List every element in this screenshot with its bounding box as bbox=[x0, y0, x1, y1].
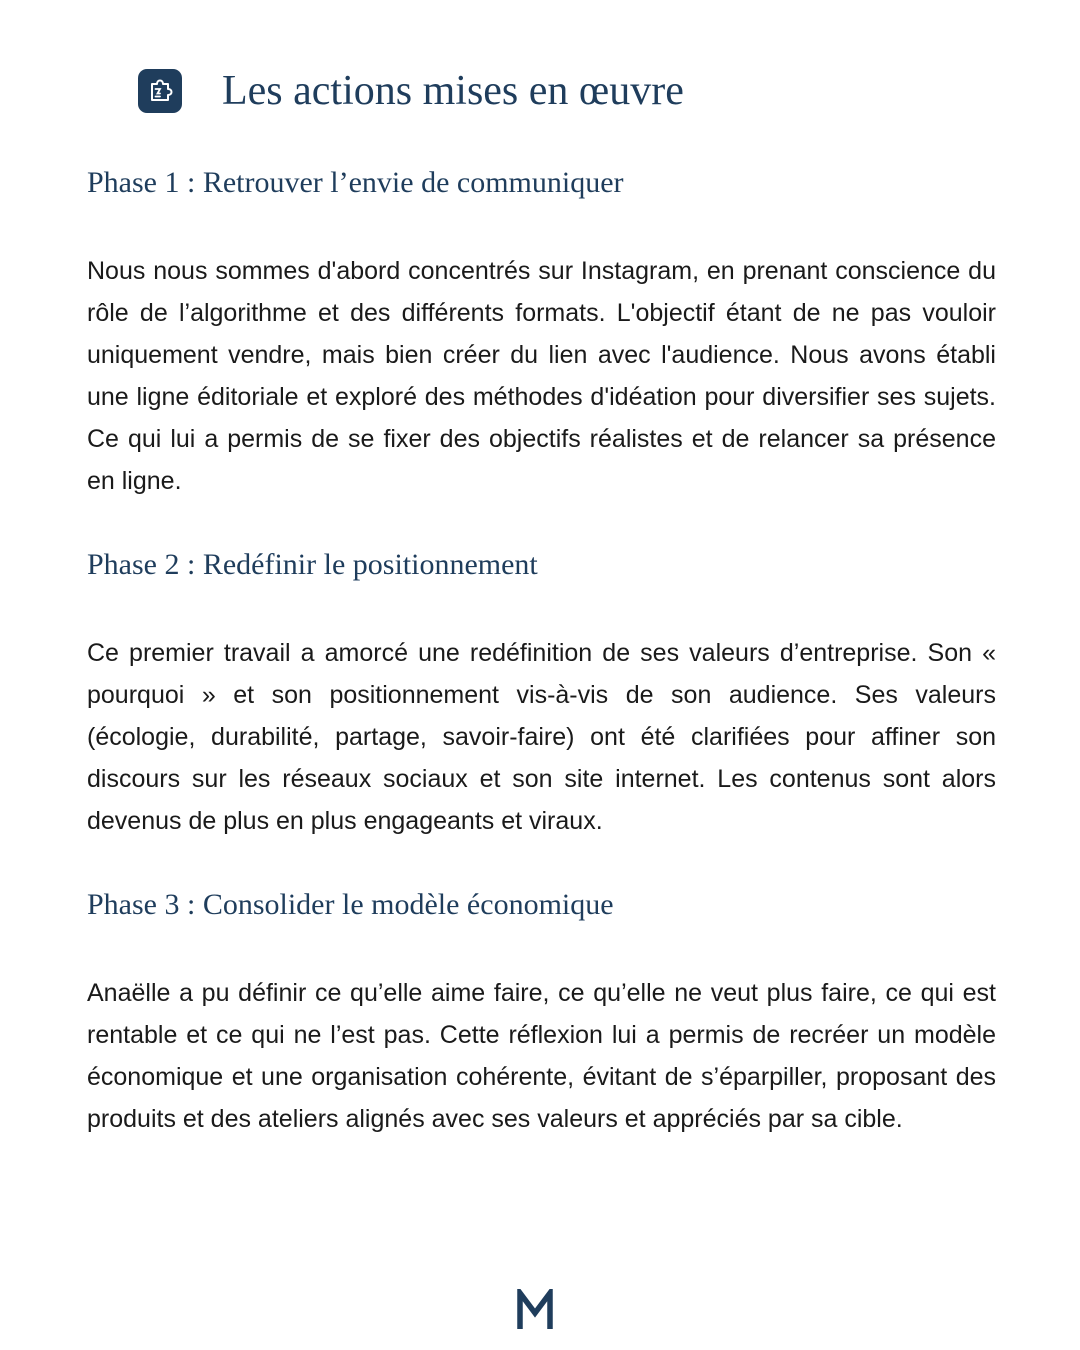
phase-3-title: Phase 3 : Consolider le modèle économique bbox=[87, 888, 614, 921]
m-monogram-logo bbox=[516, 1289, 554, 1331]
phase-2-section bbox=[87, 542, 996, 842]
phase-1-section bbox=[87, 160, 996, 502]
page-title: Les actions mises en œuvre bbox=[222, 68, 684, 114]
phase-2-body: Ce premier travail a amorcé une redéfinition de ses valeurs d’entreprise. Son « pourquoi » et son positionnement vis-à-vis de son audience. Ses valeurs (écologie, durabilité, partage, savoir-faire) ont été clarifiées pour affiner son discours sur les réseaux sociaux et son site internet. Les contenus sont alors devenus de plus en plus engageants et viraux. bbox=[87, 639, 996, 835]
phase-3-section bbox=[87, 882, 996, 1140]
phase-2-title: Phase 2 : Redéfinir le positionnement bbox=[87, 548, 538, 581]
puzzle-piece-icon bbox=[138, 69, 182, 113]
phase-1-body: Nous nous sommes d'abord concentrés sur Instagram, en prenant conscience du rôle de l’algorithme et des différents formats. L'objectif étant de ne pas vouloir uniquement vendre, mais bien créer du lien avec l'audience. Nous avons établi une ligne éditoriale et exploré des méthodes d'idéation pour diversifier ses sujets. Ce qui lui a permis de se fixer des objectifs réalistes et de relancer sa présence en ligne. bbox=[87, 257, 996, 495]
page-header bbox=[138, 66, 684, 116]
phase-1-title: Phase 1 : Retrouver l’envie de communiquer bbox=[87, 166, 624, 199]
phase-3-body: Anaëlle a pu définir ce qu’elle aime faire, ce qu’elle ne veut plus faire, ce qui est rentable et ce qui ne l’est pas. Cette réflexion lui a permis de recréer un modèle économique et une organisation cohérente, évitant de s’éparpiller, proposant des produits et des ateliers alignés avec ses valeurs et appréciés par sa cible. bbox=[87, 979, 996, 1133]
phases-content bbox=[87, 160, 996, 1180]
